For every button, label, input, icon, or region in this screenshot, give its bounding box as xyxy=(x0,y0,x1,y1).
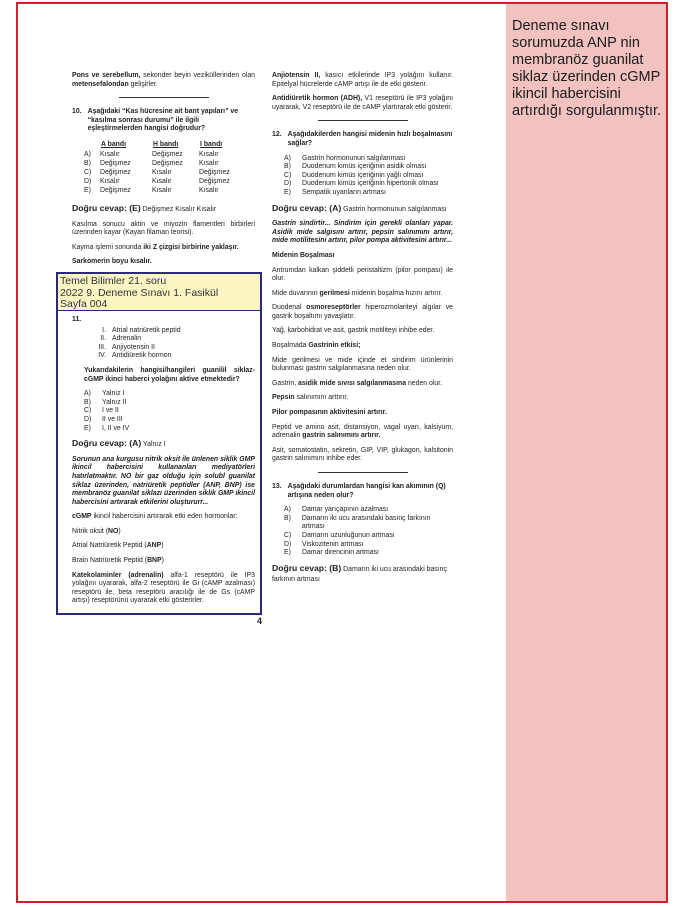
explanation: Mide duvarının gerilmesi midenin boşalma hızını artırır. xyxy=(272,289,443,297)
option: A) Yalnız I xyxy=(84,390,125,398)
hormone-item: Nitrik oksit (NO) xyxy=(72,527,121,535)
left-column xyxy=(72,72,255,273)
table-row: E) Değişmez Kısalır Kısalır xyxy=(84,187,219,195)
option: D) II ve III xyxy=(84,415,123,423)
option: B) Duodenum kimüs içeriğinin asidik olması xyxy=(284,163,427,171)
explanation: Kayma işlemi sonunda iki Z çizgisi birbirine yaklaşır. xyxy=(72,243,239,251)
option: B) Damarın iki ucu arasındaki basınç farkının artması xyxy=(284,514,431,531)
hormone-item: Atrial Natriüretik Peptid (ANP) xyxy=(72,542,164,550)
explanation: Kasılma sonucu aktin ve miyozin flamentleri birbirleri üzerinden kayar (Kayan filaman teorisi). xyxy=(72,220,255,237)
answer-11: Doğru cevap: (A) Yalnız I xyxy=(72,438,166,449)
explanation: Mide gerilmesi ve mide içinde et sindirim ürünlerinin bulunması gastrin salgılanmasına neden olur. xyxy=(272,356,453,373)
option: E) I, II ve IV xyxy=(84,424,130,432)
table-row: A) Kısalır Değişmez Kısalır xyxy=(84,151,219,159)
divider xyxy=(119,97,209,98)
divider xyxy=(318,472,408,473)
divider xyxy=(318,120,408,121)
right-column xyxy=(272,72,453,591)
box-header: Temel Bilimler 21. soru 2022 9. Deneme Sınavı 1. Fasikül Sayfa 004 xyxy=(58,274,260,311)
explanation: Peptid ve amino asit, distansiyon, vagal uyarı, kalsiyum, adrenalin gastrin salınımını artırır. xyxy=(272,423,453,440)
explanation: Katekolaminler (adrenalin) alfa-1 reseptörü ile IP3 yolağını uyararak, alfa-2 reseptörü ile Gi (cAMP azalması) reseptörü ile, beta reseptörü aracılığı ile de Gs (cAMP artışı) reseptörünü uyararak etki gösterirler. xyxy=(72,571,255,605)
page-number: 4 xyxy=(257,616,263,626)
explanation: Antrumdan kalkan şiddetli peristaltizm (pilor pompası) ile olur. xyxy=(272,266,453,283)
hormone-item: Brain Natriüretik Peptid (BNP) xyxy=(72,557,164,565)
section-heading: Midenin Boşalması xyxy=(272,251,335,259)
option: D) Duodenum kimüs içeriğinin hipertonik olması xyxy=(284,180,439,188)
explanation: Sarkomerin boyu kısalır. xyxy=(72,258,152,266)
explanation: Sorunun ana kurgusu nitrik oksit ile ünlenen siklik GMP ikincil habercisini kullananları mediyatörleri hatırlatmaktır. NO bir gaz olduğu için solubl guanilat siklaz üzerinden, natriüretik peptidler (ANP, BNP) ise membranöz guanilat siklazı üzerinden siklik GMP ikincil habercisini artırarak etkilerini oluştururr... xyxy=(72,455,255,506)
table-row: B) Değişmez Değişmez Kısalır xyxy=(84,160,219,168)
explanation: Pilor pompasının aktivitesini artırır. xyxy=(272,409,387,417)
answer-13: Doğru cevap: (B) Damarın iki ucu arasındaki basınç farkının artması xyxy=(272,562,447,584)
question-10-stem: 10. Aşağıdaki “Kas hücresine ait bant yapıları” ve “kasılma sonrası durumu” ile ilgili eşleştirmelerden hangisi doğrudur? xyxy=(72,108,239,133)
option: D) Viskozitenin artması xyxy=(284,540,364,548)
list-item: IV. Antidiüretik hormon xyxy=(98,352,172,360)
question-11-stem: Yukarıdakilerin hangisi/hangileri guanilil siklaz-cGMP ikinci haberci yolağını aktive etmektedir? xyxy=(84,366,255,383)
side-note-text: Deneme sınavı sorumuzda ANP nin membranöz guanilat siklaz üzerinden cGMP ikincil habercisini artırdığı sorgulanmıştır. xyxy=(512,18,662,119)
table-row: C) Değişmez Kısalır Değişmez xyxy=(84,169,230,177)
explanation: Gastrin, asidik mide sıvısı salgılanmasına neden olur. xyxy=(272,379,443,387)
answer-10: Doğru cevap: (E) Değişmez Kısalır Kısalır xyxy=(72,202,217,213)
explanation: Pepsin salınımını arttırır. xyxy=(272,394,349,402)
side-note-panel xyxy=(506,4,666,901)
pons-paragraph: Pons ve serebellum, sekonder beyin veziküllerinden olan metensefalondan gelişirler. xyxy=(72,72,256,88)
explanation: Asit, somatostatin, sekretin, GIP, VIP, glukagon, kalsitonin gastrin salınımını inhibe eder. xyxy=(272,446,453,463)
explanation: Anjiotensin II, kasıcı etkilerinde IP3 yolağını kullanır. Epitelyal hücrelerde cAMP artışı ile de etki gösterir. xyxy=(272,72,453,88)
explanation: Yağ, karbohidrat ve asit, gastrik motiliteyi inhibe eder. xyxy=(272,327,435,335)
option: C) Damarın uzunluğunun artması xyxy=(284,531,395,539)
list-item: I. Atrial natriüretik peptid xyxy=(102,326,181,334)
option: B) Yalnız II xyxy=(84,398,127,406)
explanation: cGMP ikincil habercisini artırarak etki eden hormonlar: xyxy=(72,513,238,521)
option: C) Duodenum kimüs içeriğinin yağlı olması xyxy=(284,171,424,179)
question-11: 11. I. Atrial natriüretik peptid II. Adrenalin III. Anjiyotensin II IV. Antidiüretik hormon Yukarıdakilerin hangisi/hangileri guanilil siklaz-cGMP ikinci haberci yolağını aktive etmektedir? A) Yalnız I B) Yalnız II C) I ve II D) II ve III E) I, II ve IV Doğru cevap: (A) Yalnız I Sorunun ana kurgusu nitrik oksit ile ünlenen siklik GMP ikincil habercisini kullananları mediyatörleri hatırlatmaktır. NO bir gaz olduğu için solubl guanilat siklaz üzerinden, natriüretik peptidler (ANP, BNP) ise membranöz guanilat siklazı üzerinden siklik GMP ikincil habercisini artırarak etkilerini oluştururr... cGMP ikincil habercisini artırarak etki eden hormonlar: Nitrik oksit (NO) Atrial Natriüretik Peptid (ANP) Brain Natriüretik Peptid (BNP) Katekolaminler (adrenalin) alfa-1 reseptörü ile IP3 yolağını uyararak, alfa-2 reseptörü ile Gi (cAMP azalması) reseptörü ile, beta reseptörü aracılığı ile de Gs (cAMP artışı) reseptörünü uyararak etki gösterirler. xyxy=(72,316,255,605)
table-row: D) Kısalır Kısalır Değişmez xyxy=(84,178,230,186)
band-table: A bandı H bandı I bandı A) Kısalır Değişmez Kısalır B) Değişmez Değişmez Kısalır C) Değişmez Kısalır Değişmez D) Kısalır Kısalır Değişmez E) Değişmez Kısalır Kısalır xyxy=(84,141,230,195)
option: C) I ve II xyxy=(84,407,119,415)
explanation: Antidiüretik hormon (ADH), V1 reseptörü ile IP3 yolağını uyararak, V2 reseptörü ile de cAMP ylartırarak etki gösterir. xyxy=(272,95,453,111)
option: A) Gastrin hormonunun salgılanması xyxy=(284,154,406,162)
question-13-stem: 13. Aşağıdaki durumlardan hangisi kan akımının (Q) artışına neden olur? xyxy=(272,483,446,499)
explanation: Gastrin sindirtir... Sindirim için gerekli olanları yapar. Asidik mide salgısını artırır, pepsin salınımını artırır, mide motilitesini artırır, pilor pompa aktivitesini artırır... xyxy=(272,220,453,245)
question-12-stem: 12. Aşağıdakilerden hangisi midenin hızlı boşalmasını sağlar? xyxy=(272,131,453,147)
explanation: Boşalmada Gastrinin etkisi; xyxy=(272,342,361,350)
list-item: II. Adrenalin xyxy=(100,335,142,343)
option: E) Sempatik uyanların artması xyxy=(284,188,386,196)
answer-12: Doğru cevap: (A) Gastrin hormonunun salgılanması xyxy=(272,202,447,213)
option: E) Damar direncinin artması xyxy=(284,549,379,557)
explanation: Duodenal osmoreseptörler hiperozmolariteyi algılar ve gastrik boşaltımı yavaşlatır. xyxy=(272,304,453,320)
list-item: III. Anjiyotensin II xyxy=(98,343,155,351)
option: A) Damar yarıçapının azalması xyxy=(284,506,389,514)
